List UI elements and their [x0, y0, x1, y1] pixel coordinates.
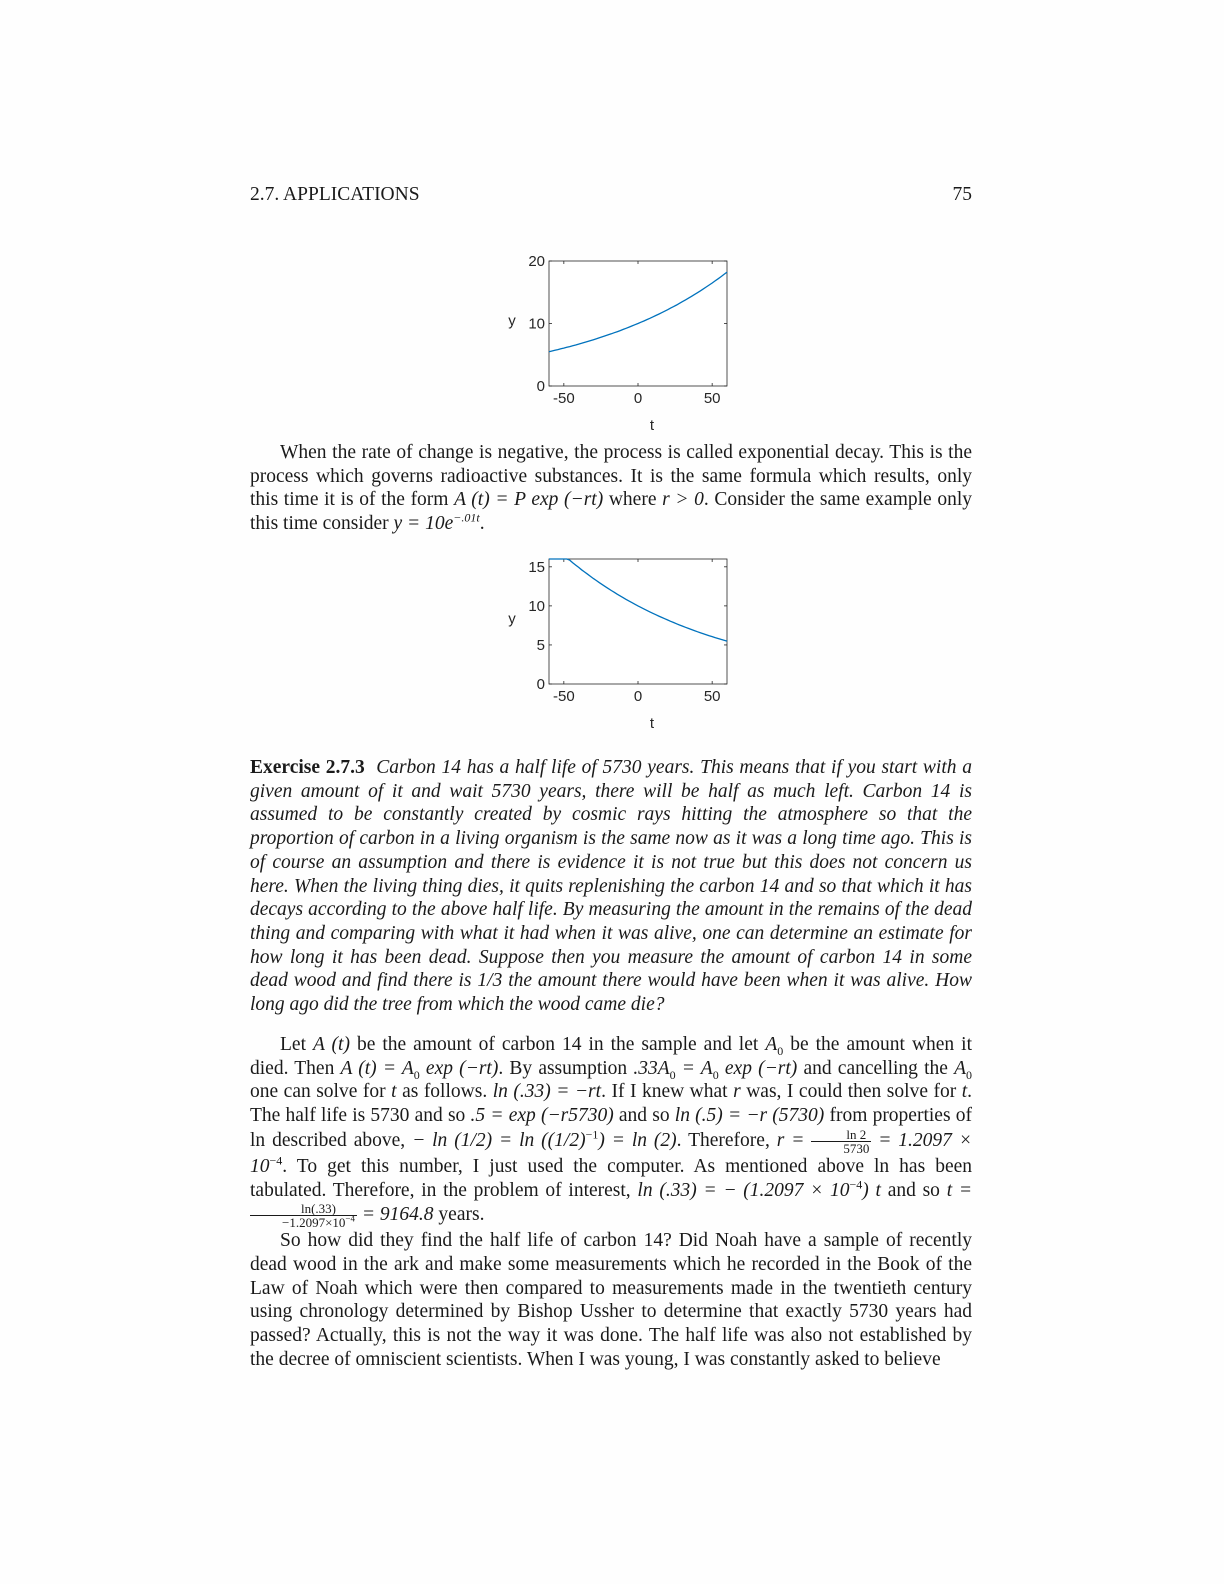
- decay-formula: A (t) = P exp (−rt): [454, 489, 604, 511]
- exercise-block: [250, 756, 972, 1017]
- sol-eq7b: = 1.2097 × 10: [250, 1129, 972, 1177]
- sol-eq4: .5 = exp (−r5730): [470, 1105, 614, 1127]
- section-title: 2.7. APPLICATIONS: [250, 184, 420, 205]
- growth-chart-svg: [500, 250, 750, 435]
- growth-chart: [500, 250, 750, 435]
- decay-text-3: . Consider the same example only this time consider: [250, 489, 972, 535]
- sol-eq1: A (t) = A: [340, 1057, 414, 1079]
- solution-paragraph: [250, 1033, 972, 1229]
- sol-t2: be the amount of carbon 14 in the sample and let: [349, 1034, 766, 1055]
- sol-t12: from properties of ln described above,: [250, 1105, 972, 1151]
- sol-t9: was, I could then solve for: [740, 1081, 962, 1103]
- y-tick-label: 0: [536, 676, 545, 693]
- sol-eq9b: = 9164.8: [357, 1204, 434, 1226]
- decay-text-1: When the rate of change is negative, the process is called exponential decay. This is the process which governs radioactive substances. It is the same formula which results, only this time it is of the form: [250, 442, 972, 511]
- sol-t1: Let: [280, 1034, 313, 1055]
- sol-eq7: r =: [776, 1129, 812, 1151]
- x-tick-label: 50: [703, 390, 721, 407]
- sol-eq1b: exp (−rt): [419, 1057, 499, 1079]
- sol-t4: . By assumption: [498, 1057, 634, 1079]
- sol-t3: be the amount when it died. Then: [250, 1034, 973, 1079]
- decay-chart-svg: [500, 548, 750, 733]
- running-head: [250, 184, 972, 206]
- y-tick-label: 10: [528, 315, 545, 333]
- sol-exp4b: −4: [849, 1177, 863, 1192]
- exercise-text: [250, 756, 972, 1017]
- x-axis-label: t: [649, 715, 655, 732]
- x-tick-label: 0: [633, 688, 643, 705]
- sol-t16: years.: [433, 1204, 485, 1226]
- ln33-fraction: [250, 1202, 357, 1229]
- decay-condition: r > 0: [662, 489, 704, 511]
- frac2-den-text: −1.2097×10: [282, 1215, 346, 1231]
- decay-exponent: −.01t: [453, 510, 480, 525]
- solution-block: [250, 1033, 972, 1371]
- x-tick-label: 50: [703, 688, 721, 705]
- decay-text-2: where: [603, 489, 663, 511]
- y-axis-label: y: [508, 312, 516, 330]
- sol-r: r: [733, 1081, 741, 1103]
- sol-eq2b: = A: [675, 1057, 713, 1079]
- sol-eq5: ln (.5) = −r (5730): [674, 1105, 825, 1127]
- y-tick-label: 20: [528, 253, 545, 270]
- decay-y-equation: y = 10e: [393, 513, 454, 535]
- sol-t: t: [391, 1081, 397, 1103]
- sol-eq6-exp: −1: [585, 1127, 599, 1142]
- sol-eq3: ln (.33) = −rt: [492, 1081, 602, 1103]
- sol-eq8a: ln (.33) = − (1.2097 × 10: [637, 1179, 850, 1201]
- y-tick-label: 15: [528, 558, 545, 576]
- sol-t11: and so: [613, 1105, 675, 1127]
- plot-area: [549, 559, 727, 684]
- sol-sub0b: 0: [413, 1067, 420, 1082]
- sol-sub0: 0: [777, 1043, 784, 1058]
- sol-t-b: t: [961, 1081, 968, 1103]
- sol-sub0d: 0: [712, 1067, 719, 1082]
- exercise-body: Carbon 14 has a half life of 5730 years. This means that if you start with a given amount of it and wait 5730 years, there will be half as much left. Carbon 14 is assumed to be constantly created by cosmic rays hitting the atmosphere so that the proportion of carbon in a living organism is the same now as it was a long time ago. This is of course an assumption and there is evidence it is not true but this does not concern us here. When the living thing dies, it quits replenishing the carbon 14 and so that which it has decays according to the above half life. By measuring the amount in the remains of the dead thing and comparing with what it had when it was alive, one can determine an estimate for how long it has been dead. Suppose then you measure the amount of carbon 14 in some dead wood and find there is 1/3 the amount there would have been when it was alive. How long ago did the tree from which the wood came die?: [250, 757, 972, 1016]
- sol-t15: and so: [880, 1179, 947, 1201]
- sol-sub0c: 0: [669, 1067, 676, 1082]
- sol-eq6b: ) = ln (2): [598, 1129, 677, 1151]
- sol-sub0e: 0: [966, 1067, 973, 1082]
- ln2-over-5730-fraction: [811, 1128, 871, 1155]
- frac1-denominator: 5730: [843, 1140, 870, 1156]
- sol-A-b: A: [954, 1057, 967, 1079]
- y-tick-label: 10: [528, 597, 545, 615]
- sol-t7: as follows.: [396, 1081, 493, 1103]
- sol-t14: . To get this number, I just used the computer. As mentioned above ln has been tabulated. Therefore, in the problem of interest,: [250, 1155, 972, 1201]
- sol-exp4: −4: [269, 1153, 283, 1168]
- sol-eq2a: .33A: [633, 1057, 670, 1079]
- exercise-label: Exercise 2.7.3: [250, 757, 365, 778]
- x-tick-label: -50: [552, 688, 575, 705]
- sol-t6: one can solve for: [250, 1081, 392, 1103]
- frac2-denominator: [250, 1213, 357, 1231]
- sol-eq6a: − ln (1/2) = ln ((1/2): [412, 1129, 586, 1151]
- decay-text: [250, 441, 972, 536]
- sol-t5: and cancelling the: [797, 1057, 955, 1079]
- sol-A: A: [765, 1034, 778, 1055]
- sol-t10: . The half life is 5730 and so: [250, 1081, 973, 1127]
- sol-t8: . If I knew what: [601, 1081, 734, 1103]
- frac1-numerator: ln 2: [811, 1128, 871, 1142]
- y-tick-label: 5: [536, 636, 545, 654]
- sol-eq8b: ) t: [862, 1179, 881, 1201]
- y-axis-label: y: [508, 610, 516, 628]
- x-tick-label: 0: [633, 390, 643, 407]
- y-tick-label: 0: [536, 378, 545, 395]
- sol-eq2c: exp (−rt): [718, 1057, 798, 1079]
- sol-t13: . Therefore,: [676, 1129, 777, 1151]
- frac2-numerator: ln(.33): [250, 1202, 357, 1216]
- sol-At: A (t): [312, 1034, 350, 1055]
- x-axis-label: t: [649, 417, 655, 434]
- decay-paragraph: [250, 441, 972, 536]
- sol-eq9: t =: [946, 1179, 973, 1201]
- decay-chart: [500, 548, 750, 733]
- decay-period: .: [479, 513, 485, 535]
- frac2-den-exp: −4: [345, 1213, 355, 1224]
- history-paragraph: So how did they find the half life of carbon 14? Did Noah have a sample of recently dead wood in the ark and make some measurements which he recorded in the Book of the Law of Noah which were then compared to measurements made in the twentieth century using chronology determined by Bishop Ussher to determine that exactly 5730 years had passed? Actually, this is not the way it was done. The half life was also not established by the decree of omniscient scientists. When I was young, I was constantly asked to believe: [250, 1230, 972, 1370]
- page-number: 75: [952, 184, 972, 205]
- x-tick-label: -50: [552, 390, 575, 407]
